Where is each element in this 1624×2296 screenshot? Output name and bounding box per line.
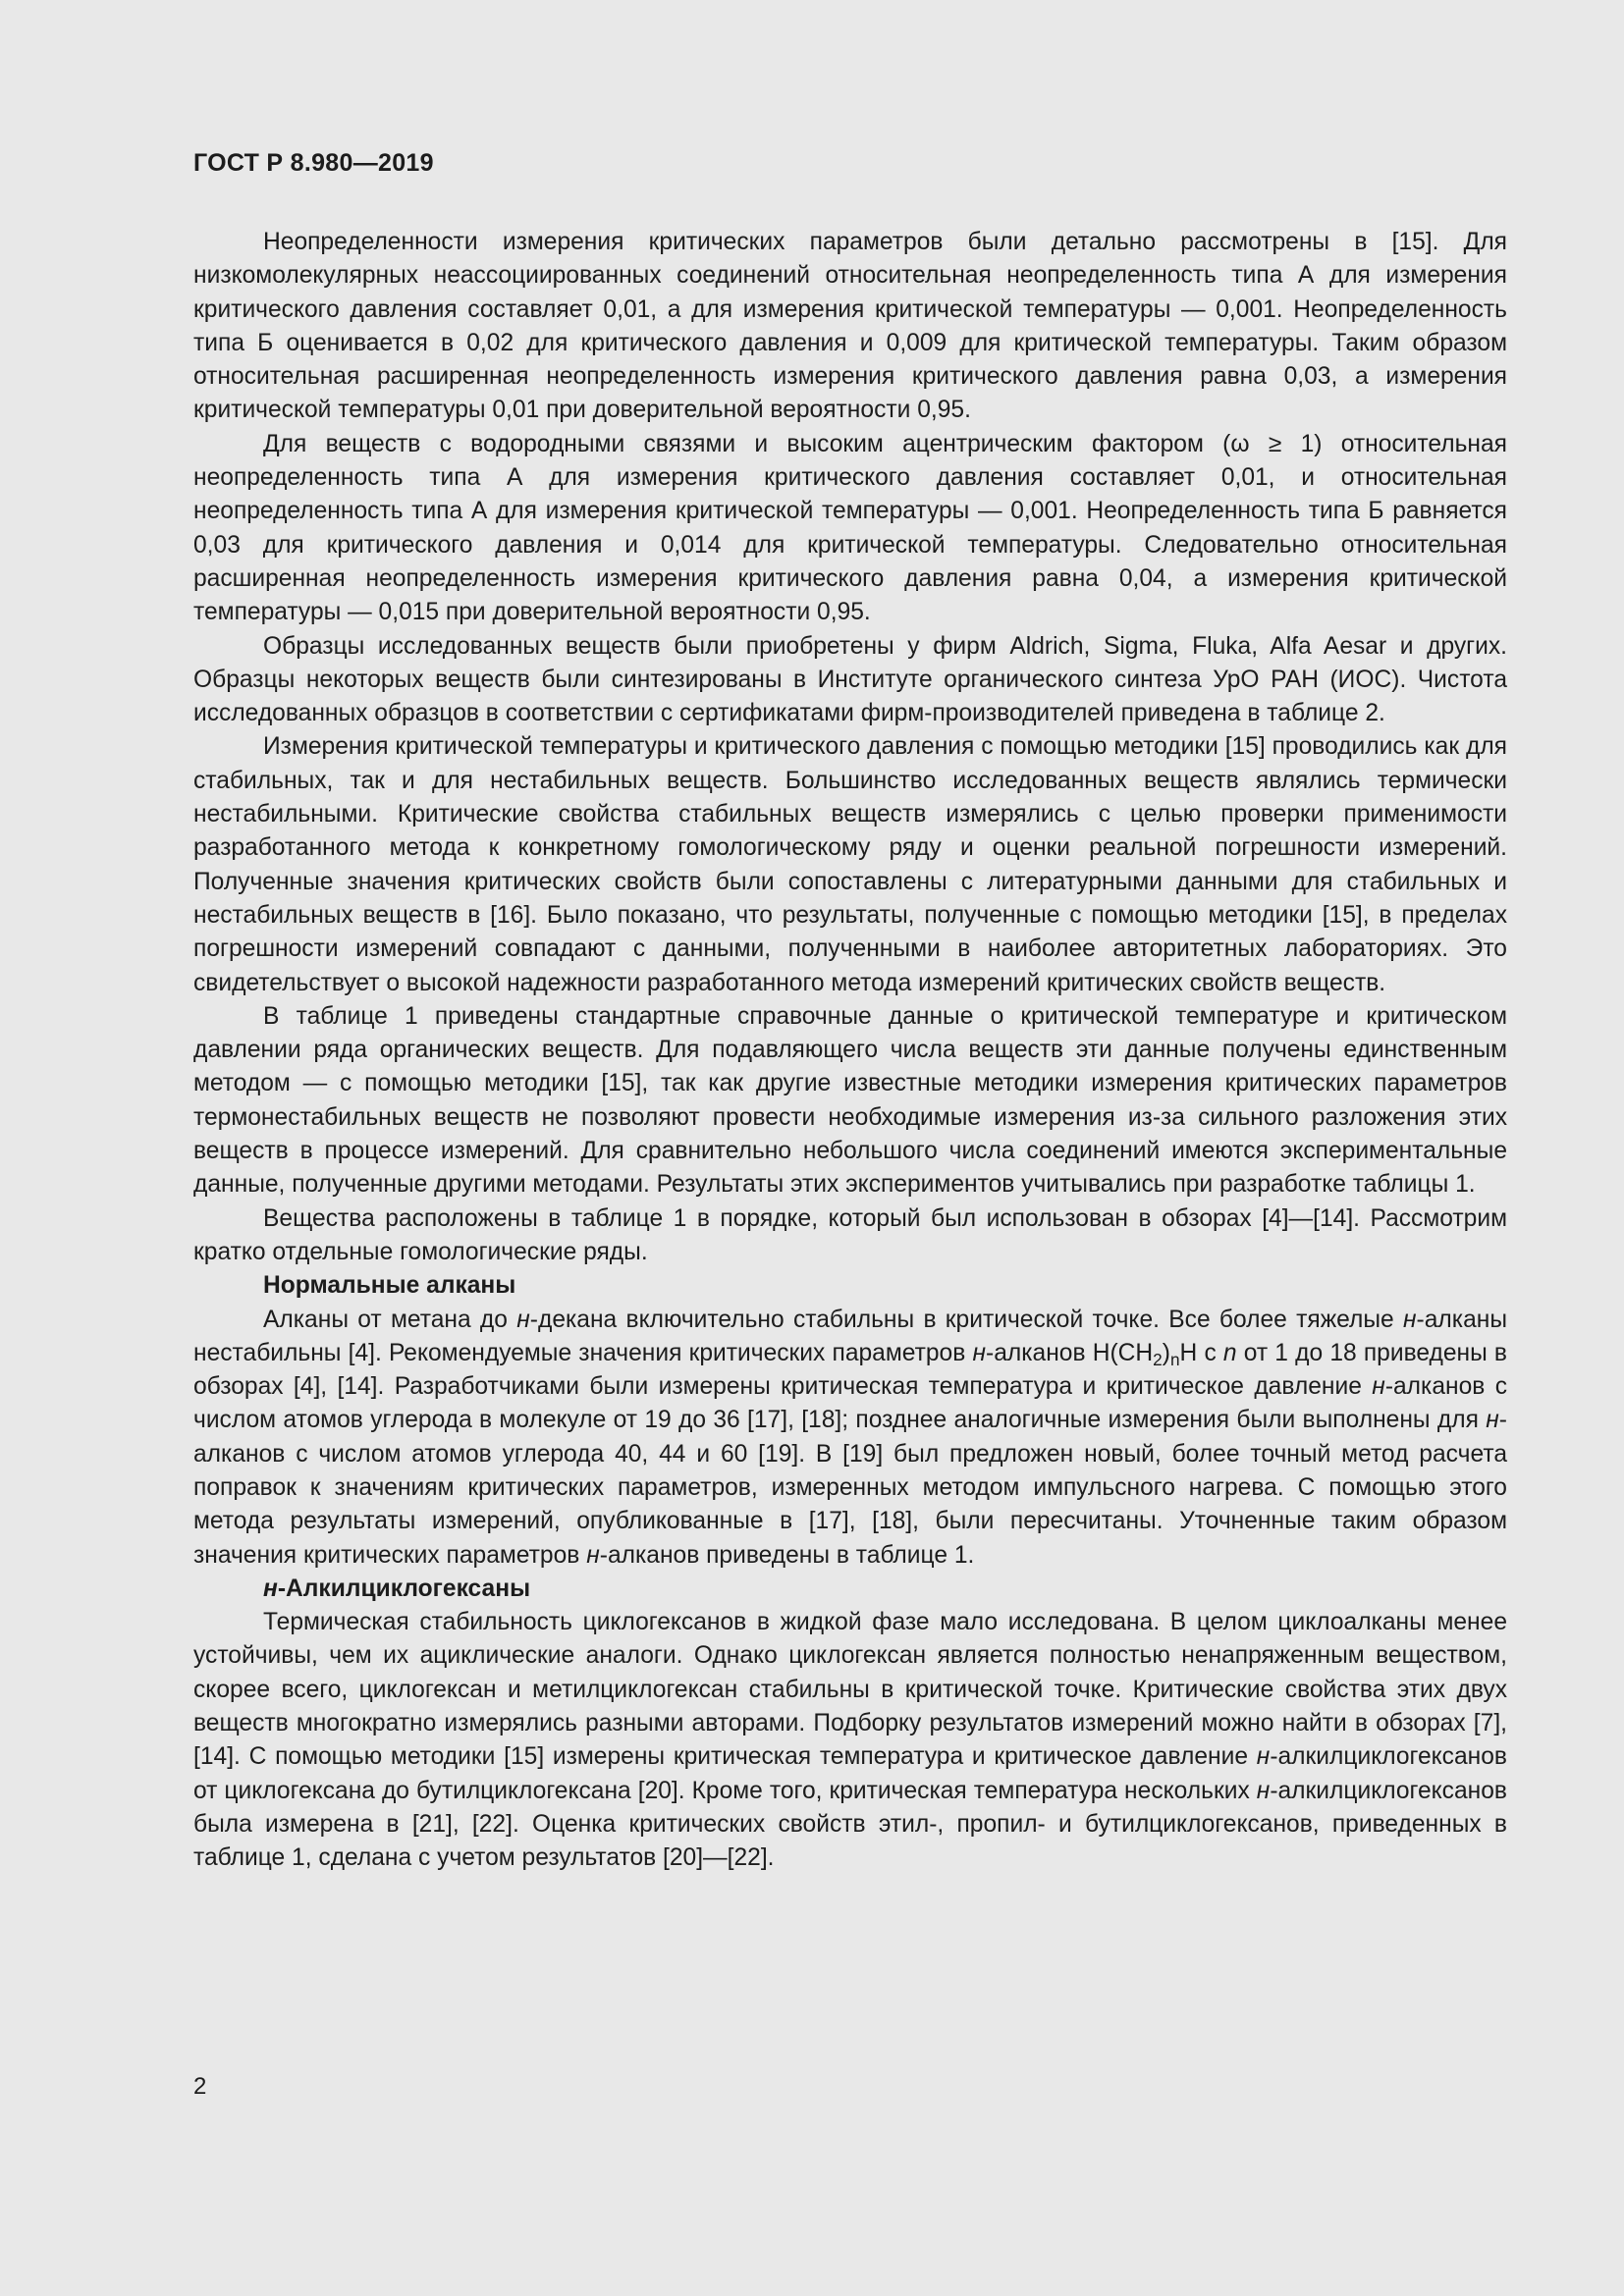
paragraph-order: Вещества расположены в таблице 1 в порядке, который был использован в обзорах [4]—[14]. Рассмотрим кратко отдельные гомологические ряды.: [193, 1204, 1507, 1265]
paragraph-cyclohexanes: Термическая стабильность циклогексанов в жидкой фазе мало исследована. В целом циклоалканы менее устойчивы, чем их ациклические аналоги. Однако циклогексан является полностью ненапряженным веществом, скорее всего, циклогексан и метилциклогексан стабильны в критической точке. Критические свойства этих двух веществ многократно измерялись разными авторами. Подборку результатов измерений можно найти в обзорах [7], [14]. С помощью методики [15] измерены критическая температура и критическое давление н-алкилциклогексанов от циклогексана до бутилциклогексана [20]. Кроме того, критическая температура нескольких н-алкилциклогексанов была измерена в [21], [22]. Оценка критических свойств этил-, пропил- и бутилциклогексанов, приведенных в таблице 1, сделана с учетом результатов [20]—[22].: [193, 1609, 1507, 1872]
paragraph-uncertainty: Неопределенности измерения критических параметров были детально рассмотрены в [15]. Для низкомолекулярных неассоциированных соединений относительная неопределенность типа А для измерения критического давления составляет 0,01, а для измерения критической температуры — 0,001. Неопределенность типа Б оценивается в 0,02 для критического давления и 0,009 для критической температуры. Таким образом относительная расширенная неопределенность измерения критического давления равна 0,03, а измерения критической температуры 0,01 при доверительной вероятности 0,95.: [193, 229, 1507, 424]
page-number: 2: [193, 2073, 207, 2100]
paragraph-samples: Образцы исследованных веществ были приобретены у фирм Aldrich, Sigma, Fluka, Alfa Aesar и других. Образцы некоторых веществ были синтезированы в Институте органического синтеза УрО РАН (ИОС). Чистота исследованных образцов в соответствии с сертификатами фирм-производителей приведена в таблице 2.: [193, 632, 1507, 727]
paragraph-hydrogen-bonds: Для веществ с водородными связями и высоким ацентрическим фактором (ω ≥ 1) относительная неопределенность типа А для измерения критического давления составляет 0,01, и относительная неопределенность типа А для измерения критической температуры — 0,001. Неопределенность типа Б равняется 0,03 для критического давления и 0,014 для критической температуры. Следовательно относительная расширенная неопределенность измерения критического давления равна 0,04, а измерения критической температуры — 0,015 при доверительной вероятности 0,95.: [193, 430, 1507, 626]
document-body: [193, 226, 1507, 1876]
paragraph-table-1: В таблице 1 приведены стандартные справочные данные о критической температуре и критическом давлении ряда органических веществ. Для подавляющего числа веществ эти данные получены единственным методом — с помощью методики [15], так как другие известные методики измерения критических параметров термонестабильных веществ не позволяют провести необходимые измерения из-за сильного разложения этих веществ в процессе измерений. Для сравнительно небольшого числа соединений имеются экспериментальные данные, полученные другими методами. Результаты этих экспериментов учитывались при разработке таблицы 1.: [193, 1002, 1507, 1199]
section-heading-alkylcyclohexanes: н-Алкилциклогексаны: [263, 1575, 531, 1602]
document-header: ГОСТ Р 8.980—2019: [193, 149, 434, 177]
section-heading-normal-alkanes: Нормальные алканы: [263, 1272, 516, 1300]
paragraph-measurements: Измерения критической температуры и критического давления с помощью методики [15] проводились как для стабильных, так и для нестабильных веществ. Большинство исследованных веществ являлись термически нестабильными. Критические свойства стабильных веществ измерялись с целью проверки применимости разработанного метода к конкретному гомологическому ряду и оценки реальной погрешности измерений. Полученные значения критических свойств были сопоставлены с литературными данными для стабильных и нестабильных веществ в [16]. Было показано, что результаты, полученные с помощью методики [15], в пределах погрешности измерений совпадают с данными, полученными в наиболее авторитетных лабораториях. Это свидетельствует о высокой надежности разработанного метода измерений критических свойств веществ.: [193, 733, 1507, 996]
paragraph-alkanes: Алканы от метана до н-декана включительно стабильны в критической точке. Все более тяжелые н-алканы нестабильны [4]. Рекомендуемые значения критических параметров н-алканов $H(CH_2)_nH$ с n от 1 до 18 приведены в обзорах [4], [14]. Разработчиками были измерены критическая температура и критическое давление н-алканов с числом атомов углерода в молекуле от 19 до 36 [17], [18]; позднее аналогичные измерения были выполнены для н-алканов с числом атомов углерода 40, 44 и 60 [19]. В [19] был предложен новый, более точный метод расчета поправок к значениям критических параметров, измеренных методом импульсного нагрева. С помощью этого метода результаты измерений, опубликованные в [17], [18], были пересчитаны. Уточненные таким образом значения критических параметров н-алканов приведены в таблице 1.: [193, 1306, 1508, 1569]
